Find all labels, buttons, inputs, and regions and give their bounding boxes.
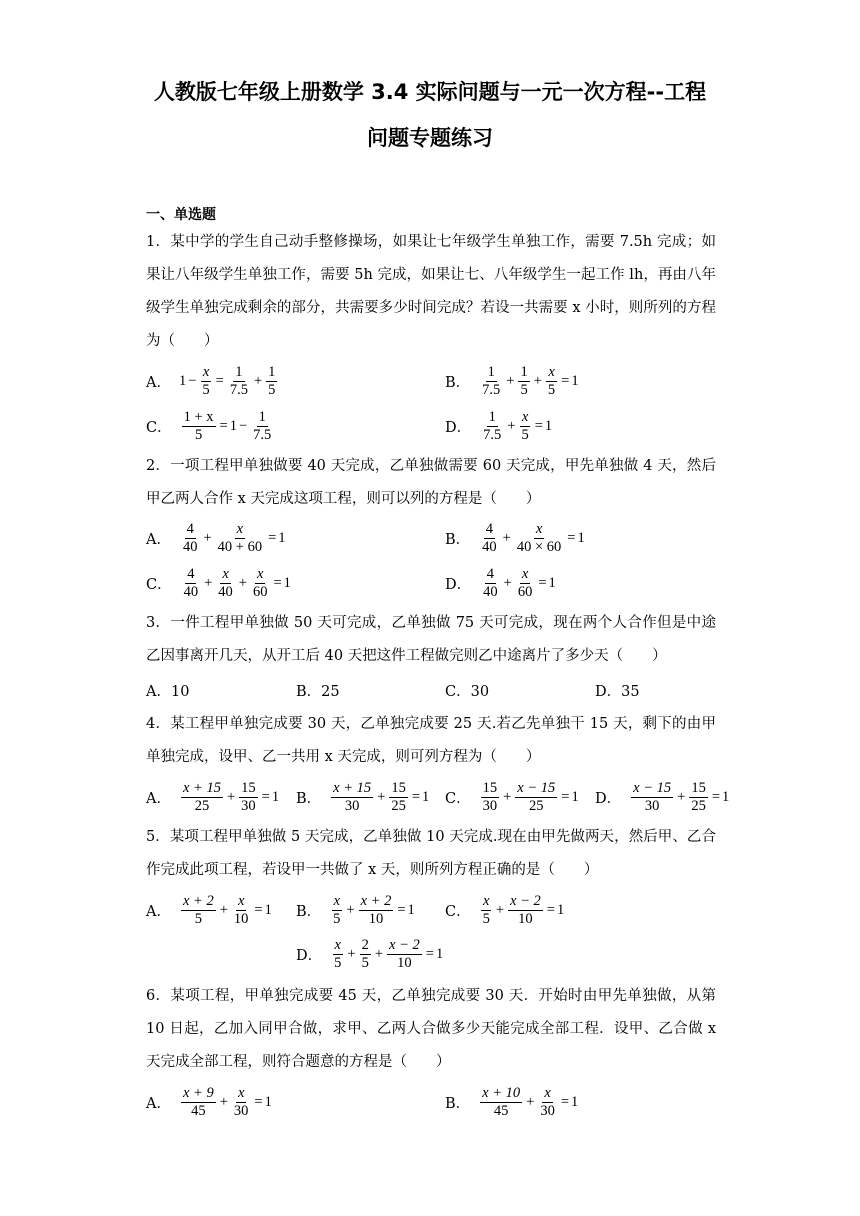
q5-option-d[interactable]: D． $\frac{x}{5}$ + $\frac{2}{5}$ + $\frac{x - 2}{10}$ = 1 (296, 936, 444, 971)
q4-option-d[interactable]: D． $\frac{x - 15}{30}$ + $\frac{15}{25}$ = 1 (595, 779, 730, 814)
page-title-line1: 人教版七年级上册数学 3.4 实际问题与一元一次方程--工程 (153, 80, 707, 104)
q4-option-a[interactable]: A． $\frac{x + 15}{25}$ + $\frac{15}{30}$ = 1 (146, 779, 280, 814)
question-1-stem: 1．某中学的学生自己动手整修操场，如果让七年级学生单独工作，需要 7.5h 完成；如果让八年级学生单独工作，需要 5h 完成，如果让七、八年级学生一起工作 lh，再由八年级学生单独完成剩余的部分，共需要多少时间完成？若设一共需要 x 小时，则所列的方程为（ ） (146, 234, 716, 349)
q1-option-a[interactable]: A． 1 − $\frac{x}{5}$ = $\frac{1}{7.5}$ + $\frac{1}{5}$ (146, 363, 276, 398)
q4-option-c[interactable]: C． $\frac{15}{30}$ + $\frac{x - 15}{25}$ = 1 (445, 779, 579, 814)
q3-option-c[interactable]: C．30 (445, 683, 490, 700)
page-title-line2: 问题专题练习 (367, 126, 493, 150)
q1-option-b[interactable]: B． $\frac{1}{7.5}$ + $\frac{1}{5}$ + $\frac{x}{5}$ = 1 (445, 363, 579, 398)
q2-option-c[interactable]: C． $\frac{4}{40}$ + $\frac{x}{40}$ + $\frac{x}{60}$ = 1 (146, 565, 291, 600)
q6-option-a[interactable]: A． $\frac{x + 9}{45}$ + $\frac{x}{30}$ = 1 (146, 1084, 272, 1119)
q3-option-b[interactable]: B．25 (296, 683, 340, 700)
q2-option-d[interactable]: D． $\frac{4}{40}$ + $\frac{x}{60}$ = 1 (445, 565, 556, 600)
question-5-stem: 5．某项工程甲单独做 5 天完成，乙单独做 10 天完成.现在由甲先做两天，然后甲、乙合作完成此项工程，若设甲一共做了 x 天，则所列方程正确的是（ ） (146, 829, 716, 878)
q3-option-d[interactable]: D．35 (595, 683, 640, 700)
q2-option-b[interactable]: B． $\frac{4}{40}$ + $\frac{x}{40 \times 60}$ = 1 (445, 520, 585, 555)
q1-option-c[interactable]: C． $\frac{1 + x}{5}$ = 1 − $\frac{1}{7.5}$ (146, 408, 272, 443)
q6-option-b[interactable]: B． $\frac{x + 10}{45}$ + $\frac{x}{30}$ = 1 (445, 1084, 579, 1119)
q5-option-a[interactable]: A． $\frac{x + 2}{5}$ + $\frac{x}{10}$ = 1 (146, 892, 272, 927)
q3-option-a[interactable]: A．10 (146, 683, 190, 700)
question-6-stem: 6．某项工程，甲单独完成要 45 天，乙单独完成要 30 天．开始时由甲先单独做，从第 10 日起，乙加入同甲合做，求甲、乙两人合做多少天能完成全部工程．设甲、乙合做 x 天完成全部工程，则符合题意的方程是（ ） (146, 988, 716, 1070)
q5-option-b[interactable]: B． $\frac{x}{5}$ + $\frac{x + 2}{10}$ = 1 (296, 892, 415, 927)
q5-option-c[interactable]: C． $\frac{x}{5}$ + $\frac{x - 2}{10}$ = 1 (445, 892, 565, 927)
q2-option-a[interactable]: A． $\frac{4}{40}$ + $\frac{x}{40 + 60}$ = 1 (146, 520, 286, 555)
question-3-stem: 3．一件工程甲单独做 50 天可完成，乙单独做 75 天可完成，现在两个人合作但是中途乙因事离开几天，从开工后 40 天把这件工程做完则乙中途离片了多少天（ ） (146, 615, 716, 664)
question-4-stem: 4．某工程甲单独完成要 30 天，乙单独完成要 25 天.若乙先单独干 15 天，剩下的由甲单独完成，设甲、乙一共用 x 天完成，则可列方程为（ ） (146, 716, 716, 765)
q4-option-b[interactable]: B． $\frac{x + 15}{30}$ + $\frac{15}{25}$ = 1 (296, 779, 430, 814)
section-heading: 一、单选题 (146, 207, 216, 223)
q1-option-d[interactable]: D． $\frac{1}{7.5}$ + $\frac{x}{5}$ = 1 (445, 408, 553, 443)
question-2-stem: 2．一项工程甲单独做要 40 天完成，乙单独做需要 60 天完成，甲先单独做 4 天，然后甲乙两人合作 x 天完成这项工程，则可以列的方程是（ ） (146, 458, 716, 507)
